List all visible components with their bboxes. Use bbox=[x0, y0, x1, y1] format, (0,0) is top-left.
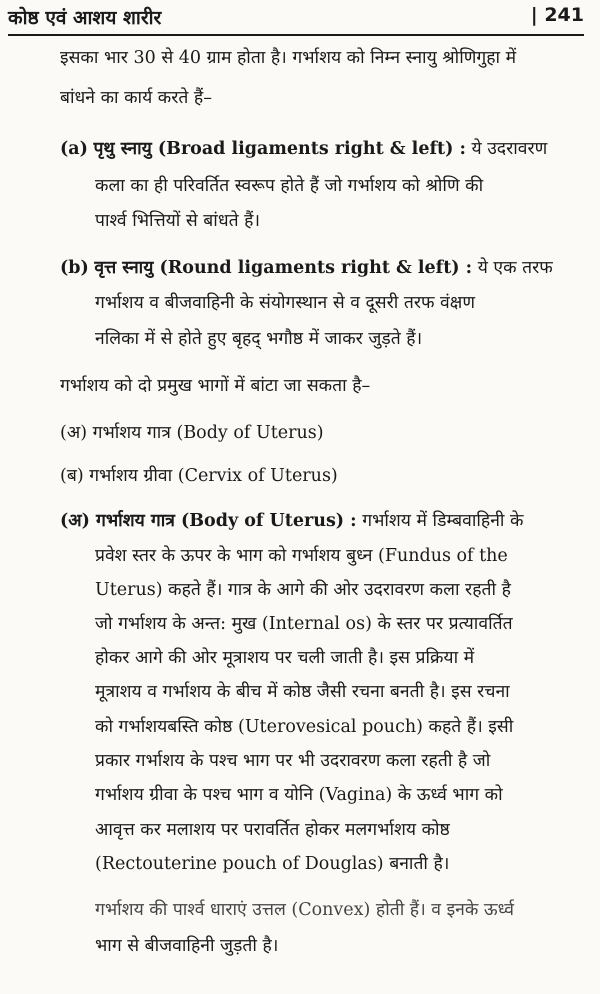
item-b-line-2: गर्भाशय व बीजवाहिनी के संयोगस्थान से व दूसरी तरफ वंक्षण bbox=[95, 293, 475, 313]
item-a-term: पृथु स्नायु (Broad ligaments right & left) : bbox=[93, 139, 466, 159]
body-section-term: (अ) गर्भाशय गात्र (Body of Uterus) : bbox=[60, 511, 357, 531]
body-section-line-2: प्रवेश स्तर के ऊपर के भाग को गर्भाशय बुध्न (Fundus of the bbox=[95, 546, 508, 566]
intro-line-1: इसका भार 30 से 40 ग्राम होता है। गर्भाशय को निम्न स्नायु श्रोणिगुहा में bbox=[60, 48, 517, 68]
body-section-line-3: Uterus) कहते हैं। गात्र के आगे की ओर उदरावरण कला रहती है bbox=[95, 580, 511, 600]
page-number: | 241 bbox=[530, 4, 584, 26]
item-b-line-3: नलिका में से होते हुए बृहद् भगौष्ठ में जाकर जुड़ते हैं। bbox=[95, 329, 423, 349]
item-b-marker: (b) bbox=[60, 258, 89, 278]
body-section-line-9: गर्भाशय ग्रीवा के पश्च भाग व योनि (Vagina) के ऊर्ध्व भाग को bbox=[95, 785, 503, 805]
page-header bbox=[0, 0, 600, 36]
item-b-term: वृत्त स्नायु (Round ligaments right & left) : bbox=[94, 258, 473, 278]
body-section-line-1 bbox=[60, 507, 523, 535]
item-a-line-2: कला का ही परिवर्तित स्वरूप होते हैं जो गर्भाशय को श्रोणि की bbox=[95, 176, 484, 196]
item-b-rest: ये एक तरफ bbox=[477, 258, 553, 278]
chapter-title: कोष्ठ एवं आशय शारीर bbox=[8, 7, 162, 29]
division-intro: गर्भाशय को दो प्रमुख भागों में बांटा जा सकता है– bbox=[60, 376, 371, 396]
body-section-line-6: मूत्राशय व गर्भाशय के बीच में कोष्ठ जैसी रचना बनती है। इस रचना bbox=[95, 682, 510, 702]
body-section-line-5: होकर आगे की ओर मूत्राशय पर चली जाती है। इस प्रक्रिया में bbox=[95, 648, 475, 668]
closing-line-2: भाग से बीजवाहिनी जुड़ती है। bbox=[95, 936, 279, 956]
item-b-line-1 bbox=[60, 254, 553, 282]
intro-line-2: बांधने का कार्य करते हैं– bbox=[60, 88, 212, 108]
body-section-line-11: (Rectouterine pouch of Douglas) बनाती है। bbox=[95, 854, 450, 874]
division-part-2: (ब) गर्भाशय ग्रीवा (Cervix of Uterus) bbox=[60, 466, 338, 486]
item-a-rest: ये उदरावरण bbox=[471, 139, 548, 159]
body-section-line-8: प्रकार गर्भाशय के पश्च भाग पर भी उदरावरण कला रहती है जो bbox=[95, 751, 491, 771]
body-section-rest: गर्भाशय में डिम्बवाहिनी के bbox=[362, 511, 524, 531]
item-a-line-3: पार्श्व भित्तियों से बांधते हैं। bbox=[95, 211, 261, 231]
body-section-line-10: आवृत्त कर मलाशय पर परावर्तित होकर मलगर्भाशय कोष्ठ bbox=[95, 820, 450, 840]
division-part-1: (अ) गर्भाशय गात्र (Body of Uterus) bbox=[60, 423, 324, 443]
body-section-line-4: जो गर्भाशय के अन्त: मुख (Internal os) के स्तर पर प्रत्यावर्तित bbox=[95, 614, 513, 634]
item-a-line-1 bbox=[60, 135, 547, 163]
item-a-marker: (a) bbox=[60, 139, 88, 159]
header-rule bbox=[8, 34, 584, 36]
body-section-line-7: को गर्भाशयबस्ति कोष्ठ (Uterovesical pouch) कहते हैं। इसी bbox=[95, 717, 514, 737]
closing-line-1: गर्भाशय की पार्श्व धाराएं उत्तल (Convex) होती हैं। व इनके ऊर्ध्व bbox=[95, 900, 514, 920]
